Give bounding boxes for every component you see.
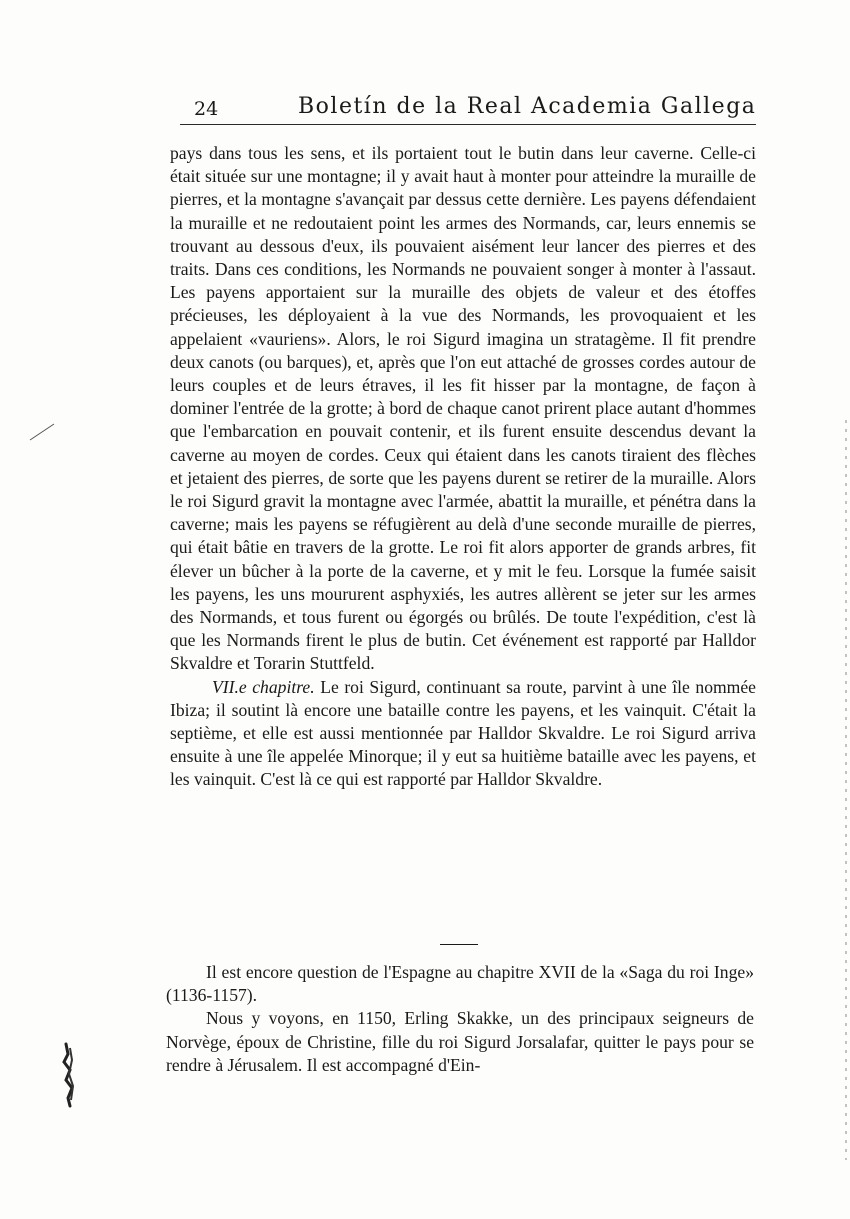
margin-pencil-mark xyxy=(28,420,58,444)
header-rule xyxy=(180,124,756,125)
running-title: Boletín de la Real Academia Gallega xyxy=(298,94,757,119)
continued-text xyxy=(166,961,754,1077)
main-text xyxy=(170,142,756,792)
page-edge-shadow xyxy=(838,0,850,1219)
section-separator xyxy=(440,944,478,945)
margin-ink-smudge xyxy=(58,1040,82,1120)
paragraph-1: pays dans tous les sens, et ils portaient tout le butin dans leur caverne. Celle-ci était située sur une montagne; il y avait haut à monter pour atteindre la muraille de pierres, et la montagne s'avançait par dessus cette dernière. Les payens défendaient la muraille et ne redoutaient point les armes des Normands, car, leurs ennemis se trouvant au dessous d'eux, ils pouvaient aisément leur lancer des pierres et des traits. Dans ces conditions, les Normands ne pouvaient songer à monter à l'assaut. Les payens apportaient sur la muraille des objets de valeur et des étoffes précieuses, les déployaient à la vue des Normands, les provoquaient et les appelaient «vauriens». Alors, le roi Sigurd imagina un stratagème. Il fit prendre deux canots (ou barques), et, après que l'on eut attaché de grosses cordes autour de leurs couples et de leurs étraves, il les fit hisser par la montagne, de façon à dominer l'entrée de la grotte; à bord de chaque canot prirent place autant d'hommes que l'embarcation en pouvait contenir, et ils furent ensuite descendus devant la caverne au moyen de cordes. Ceux qui étaient dans les canots tiraient des flèches et jetaient des pierres, de sorte que les payens durent se retirer de la muraille. Alors le roi Sigurd gravit la montagne avec l'armée, abattit la muraille, et pénétra dans la caverne; mais les payens se réfugièrent au delà d'une seconde muraille de pierres, qui était bâtie en travers de la grotte. Le roi fit alors apporter de grands arbres, fit élever un bûcher à la porte de la caverne, et y mit le feu. Lorsque la fumée saisit les payens, les uns moururent asphyxiés, les autres allèrent se jeter sur les armes des Normands, et tous furent ou égorgés ou brûlés. De toute l'expédition, c'est là que les Normands firent le plus de butin. Cet événement est rapporté par Halldor Skvaldre et Torarin Stuttfeld. xyxy=(170,143,756,674)
paragraph-3: Il est encore question de l'Espagne au chapitre XVII de la «Saga du roi Inge» (1136-1157). xyxy=(166,962,754,1006)
page-number: 24 xyxy=(194,98,219,120)
paragraph-4: Nous y voyons, en 1150, Erling Skakke, un des principaux seigneurs de Norvège, époux de Christine, fille du roi Sigurd Jorsalafar, quitter le pays pour se rendre à Jérusalem. Il est accompagné d'Ein- xyxy=(166,1008,754,1075)
paragraph-2-text: Le roi Sigurd, continuant sa route, parvint à une île nommée Ibiza; il soutint là encore une bataille contre les payens, et les vainquit. C'était la septième, et elle est aussi mentionnée par Halldor Skvaldre. Le roi Sigurd arriva ensuite à une île appelée Minorque; il y eut sa huitième bataille avec les payens, et les vainquit. C'est là ce qui est rapporté par Halldor Skvaldre. xyxy=(170,676,756,790)
paragraph-2 xyxy=(170,676,756,792)
chapter-heading: VII.e chapitre. xyxy=(212,676,315,697)
